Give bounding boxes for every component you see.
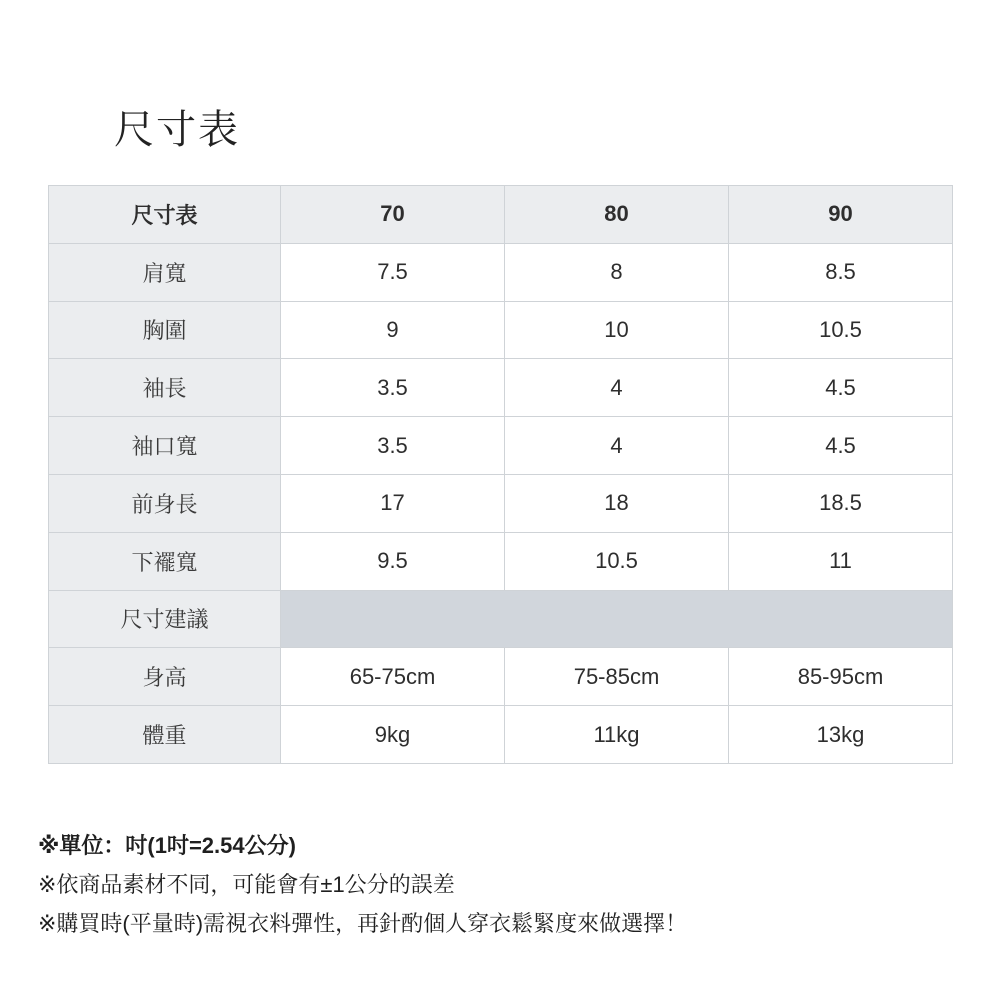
row-value: 85-95cm xyxy=(729,648,953,706)
size-chart-table xyxy=(48,185,953,764)
row-label: 下襬寬 xyxy=(49,532,281,590)
row-value: 4 xyxy=(505,417,729,475)
row-value: 10.5 xyxy=(505,532,729,590)
row-label: 尺寸建議 xyxy=(49,590,281,648)
row-value: 3.5 xyxy=(281,417,505,475)
row-value: 75-85cm xyxy=(505,648,729,706)
table-row-weight xyxy=(49,706,953,764)
row-value: 9kg xyxy=(281,706,505,764)
row-value: 8.5 xyxy=(729,243,953,301)
header-label-cell: 尺寸表 xyxy=(49,186,281,244)
header-size-80: 80 xyxy=(505,186,729,244)
header-size-70: 70 xyxy=(281,186,505,244)
note-purchase-advice: ※購買時(平量時)需視衣料彈性，再針酌個人穿衣鬆緊度來做選擇！ xyxy=(38,911,688,936)
row-value: 7.5 xyxy=(281,243,505,301)
table-row-hem-width xyxy=(49,532,953,590)
row-value: 9.5 xyxy=(281,532,505,590)
row-value: 4.5 xyxy=(729,359,953,417)
row-value: 4 xyxy=(505,359,729,417)
note-unit: ※單位：吋(1吋=2.54公分) xyxy=(38,833,296,858)
row-value: 11kg xyxy=(505,706,729,764)
row-value: 9 xyxy=(281,301,505,359)
row-label: 胸圍 xyxy=(49,301,281,359)
size-suggestion-band xyxy=(281,590,953,648)
row-label: 前身長 xyxy=(49,474,281,532)
table-row-sleeve-length xyxy=(49,359,953,417)
row-label: 身高 xyxy=(49,648,281,706)
row-value: 18.5 xyxy=(729,474,953,532)
row-value: 17 xyxy=(281,474,505,532)
row-value: 10 xyxy=(505,301,729,359)
note-tolerance: ※依商品素材不同，可能會有±1公分的誤差 xyxy=(38,872,455,897)
row-value: 10.5 xyxy=(729,301,953,359)
table-row-size-suggestion xyxy=(49,590,953,648)
table-header-row xyxy=(49,186,953,244)
table-row-cuff-width xyxy=(49,417,953,475)
table-row-chest xyxy=(49,301,953,359)
row-value: 8 xyxy=(505,243,729,301)
row-label: 肩寬 xyxy=(49,243,281,301)
footnotes xyxy=(38,826,687,943)
row-value: 13kg xyxy=(729,706,953,764)
row-label: 體重 xyxy=(49,706,281,764)
row-value: 4.5 xyxy=(729,417,953,475)
row-value: 18 xyxy=(505,474,729,532)
table-row-front-length xyxy=(49,474,953,532)
row-label: 袖口寬 xyxy=(49,417,281,475)
row-value: 65-75cm xyxy=(281,648,505,706)
page-title: 尺寸表 xyxy=(114,108,240,152)
table-row-height xyxy=(49,648,953,706)
row-value: 11 xyxy=(729,532,953,590)
table-row-shoulder-width xyxy=(49,243,953,301)
row-label: 袖長 xyxy=(49,359,281,417)
header-size-90: 90 xyxy=(729,186,953,244)
row-value: 3.5 xyxy=(281,359,505,417)
